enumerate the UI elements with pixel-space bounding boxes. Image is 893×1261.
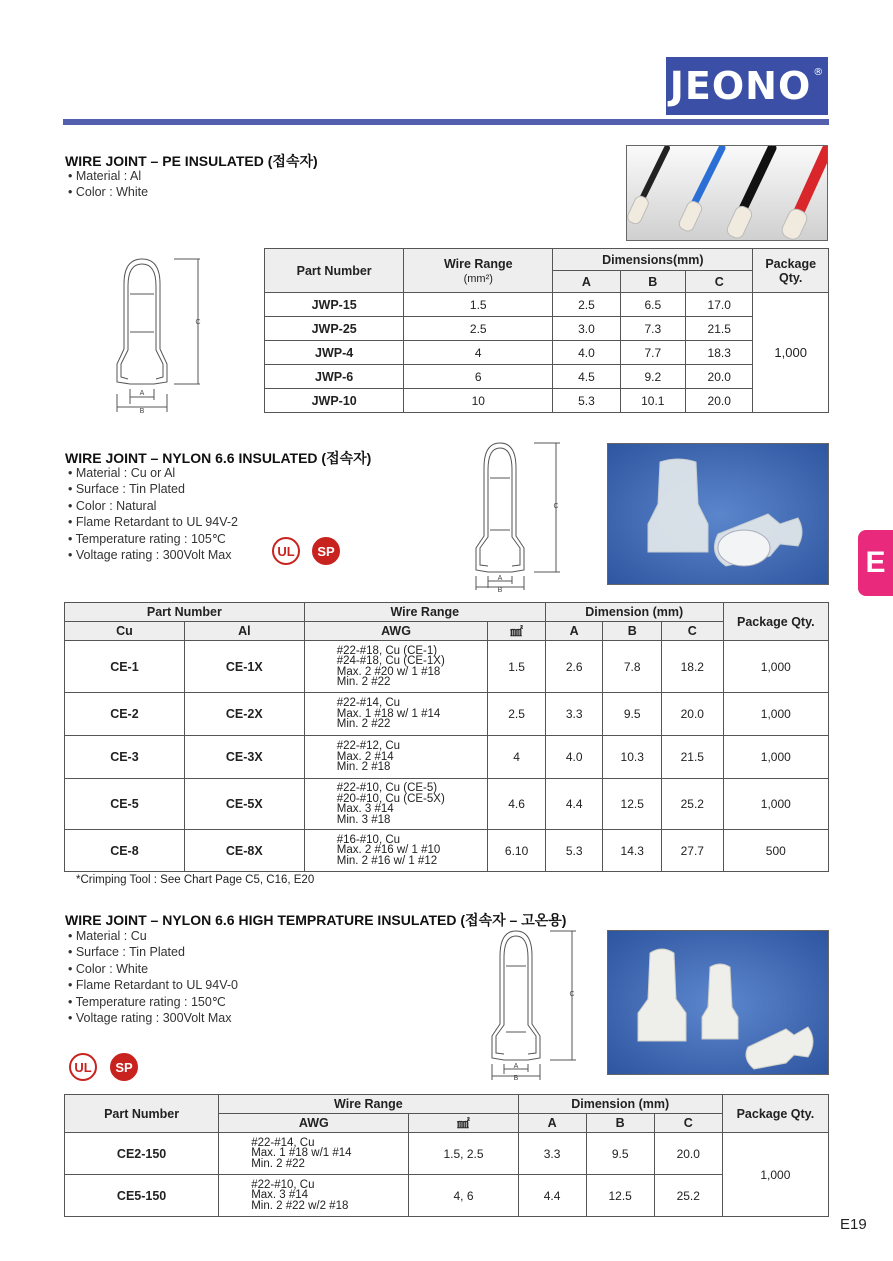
drawing-label-a: A: [497, 575, 503, 582]
cell-package: 1,000: [723, 736, 828, 779]
cell-part: JWP-4: [265, 341, 404, 365]
technical-drawing: [112, 254, 207, 414]
brand-logo: [666, 57, 828, 115]
th-package: Package Qty.: [753, 249, 829, 293]
awg-line: Min. 2 #22: [336, 718, 391, 731]
awg-line: Min. 3 #18: [336, 813, 391, 826]
th-mm2: ㎟: [488, 622, 546, 641]
cell-part: JWP-25: [265, 317, 404, 341]
bullet: • Temperature rating : 150℃: [68, 994, 226, 1009]
th-dimension: Dimension (mm): [545, 603, 723, 622]
cell-a: 4.5: [553, 365, 620, 389]
awg-line: Min. 2 #22 w/2 #18: [251, 1199, 349, 1212]
cell-mm2: 1.5, 2.5: [409, 1133, 518, 1175]
ul-cert-icon: [69, 1053, 97, 1081]
header-rule: [63, 119, 829, 125]
cell-c: 25.2: [654, 1175, 722, 1217]
drawing-label-b: B: [497, 587, 503, 592]
cell-mm2: 4, 6: [409, 1175, 518, 1217]
cell-awg: [304, 736, 488, 779]
awg-line: Max. 2 #16 w/ 1 #10: [336, 844, 441, 857]
drawing-label-b: B: [513, 1075, 519, 1080]
th-b: B: [586, 1114, 654, 1133]
drawing-high-temp-dimensions: [486, 928, 586, 1080]
awg-line: #20-#10, Cu (CE-5X): [336, 792, 445, 805]
awg-line: #22-#12, Cu: [336, 740, 401, 753]
technical-drawing: [486, 928, 586, 1080]
cell-package: 1,000: [723, 693, 828, 736]
cell-package: 1,000: [723, 779, 828, 830]
cell-cu: CE-5: [65, 779, 185, 830]
cell-cu: CE-8: [65, 830, 185, 872]
th-mm2: ㎟: [409, 1114, 518, 1133]
table-high-temp: [64, 1094, 829, 1217]
th-package: Package Qty.: [723, 603, 828, 641]
th-a: A: [553, 271, 620, 293]
nylon-wire-joint-image: [608, 444, 829, 585]
cell-a: 2.5: [553, 293, 620, 317]
table-row: [65, 641, 829, 693]
cell-range: 1.5: [404, 293, 553, 317]
section-2-bullets: [68, 465, 238, 563]
bullet: • Surface : Tin Plated: [68, 482, 185, 497]
bullet: • Material : Cu: [68, 929, 147, 943]
awg-line: #24-#18, Cu (CE-1X): [336, 655, 445, 667]
th-dimensions: Dimensions(mm): [553, 249, 753, 271]
awg-line: Min. 2 #22: [336, 676, 391, 688]
th-awg: AWG: [219, 1114, 409, 1133]
awg-line: Min. 2 #16 w/ 1 #12: [336, 854, 438, 867]
cell-b: 7.7: [620, 341, 685, 365]
awg-line: Min. 2 #18: [336, 761, 391, 774]
cell-range: 2.5: [404, 317, 553, 341]
awg-line: Max. 2 #14: [336, 750, 394, 763]
cell-part: JWP-6: [265, 365, 404, 389]
table-pe: [264, 248, 829, 413]
th-part-number: Part Number: [65, 603, 305, 622]
cell-package: 1,000: [722, 1133, 828, 1217]
awg-line: Max. 1 #18 w/ 1 #14: [336, 707, 441, 720]
ul-cert-text: UL: [74, 1059, 92, 1075]
th-awg: AWG: [304, 622, 488, 641]
bullet: • Flame Retardant to UL 94V-2: [68, 515, 238, 530]
cell-a: 3.3: [545, 693, 603, 736]
cell-part: CE5-150: [65, 1175, 219, 1217]
table-row: [65, 736, 829, 779]
table-row: [265, 293, 829, 317]
drawing-label-c: C: [569, 991, 575, 998]
cell-a: 5.3: [545, 830, 603, 872]
section-3-title: WIRE JOINT – NYLON 6.6 HIGH TEMPRATURE INSULATED (접속자 – 고온용): [65, 912, 567, 928]
th-c: C: [686, 271, 753, 293]
cell-c: 20.0: [662, 693, 724, 736]
bullet: • Color : Natural: [68, 498, 157, 513]
csa-cert-icon: [312, 537, 340, 565]
cell-package: 500: [723, 830, 828, 872]
bullet: • Voltage rating : 300Volt Max: [68, 548, 232, 563]
cell-a: 5.3: [553, 389, 620, 413]
cell-range: 10: [404, 389, 553, 413]
cell-c: 17.0: [686, 293, 753, 317]
th-c: C: [662, 622, 724, 641]
section-2-title: WIRE JOINT – NYLON 6.6 INSULATED (접속자): [65, 450, 372, 466]
drawing-label-b: B: [139, 408, 145, 414]
cell-mm2: 4: [488, 736, 546, 779]
product-photo-pe: [626, 145, 828, 241]
cell-a: 3.3: [518, 1133, 586, 1175]
bullet: • Voltage rating : 300Volt Max: [68, 1011, 232, 1026]
cell-awg: [304, 641, 488, 693]
section-tab-letter: E: [865, 546, 886, 579]
cell-al: CE-5X: [184, 779, 304, 830]
bullet: • Color : White: [68, 185, 149, 200]
cell-part: CE2-150: [65, 1133, 219, 1175]
product-photo-nylon: [607, 443, 829, 585]
drawing-pe-dimensions: [112, 254, 207, 414]
cell-range: 4: [404, 341, 553, 365]
cell-b: 12.5: [603, 779, 662, 830]
bullet: • Surface : Tin Plated: [68, 945, 185, 960]
table-row: [265, 365, 829, 389]
cell-c: 20.0: [686, 365, 753, 389]
cell-a: 4.0: [545, 736, 603, 779]
section-3-bullets: [68, 928, 238, 1026]
table-row: [65, 1133, 829, 1175]
awg-line: Max. 3 #14: [251, 1189, 309, 1202]
ul-cert-icon: [272, 537, 300, 565]
csa-cert-text: SP: [115, 1059, 133, 1075]
table-row: [65, 779, 829, 830]
awg-line: #22-#14, Cu: [336, 697, 401, 710]
th-dimension: Dimension (mm): [518, 1095, 722, 1114]
cell-cu: CE-3: [65, 736, 185, 779]
cell-package: 1,000: [723, 641, 828, 693]
cell-al: CE-2X: [184, 693, 304, 736]
cell-c: 25.2: [662, 779, 724, 830]
drawing-label-c: C: [553, 503, 559, 510]
cell-a: 4.4: [518, 1175, 586, 1217]
th-part-number: Part Number: [265, 249, 404, 293]
bullet: • Flame Retardant to UL 94V-0: [68, 978, 238, 993]
th-wire-unit: (mm²): [463, 272, 493, 285]
table-row: [65, 830, 829, 872]
cell-awg: [219, 1133, 409, 1175]
cell-awg: [304, 693, 488, 736]
cell-b: 9.5: [586, 1133, 654, 1175]
drawing-nylon-dimensions: [468, 440, 568, 592]
cell-c: 18.3: [686, 341, 753, 365]
cell-b: 12.5: [586, 1175, 654, 1217]
awg-line: #22-#18, Cu (CE-1): [336, 644, 438, 657]
awg-line: #22-#10, Cu (CE-5): [336, 782, 438, 794]
technical-drawing: [468, 440, 568, 592]
table-row: [265, 389, 829, 413]
awg-line: #16-#10, Cu: [336, 833, 401, 846]
cell-a: 4.4: [545, 779, 603, 830]
cell-al: CE-3X: [184, 736, 304, 779]
drawing-label-a: A: [139, 390, 145, 397]
cell-b: 6.5: [620, 293, 685, 317]
bullet: • Material : Cu or Al: [68, 466, 176, 480]
th-b: B: [620, 271, 685, 293]
cell-c: 18.2: [662, 641, 724, 693]
pe-wire-joint-image: [627, 146, 828, 241]
cell-range: 6: [404, 365, 553, 389]
cell-a: 2.6: [545, 641, 603, 693]
cell-mm2: 2.5: [488, 693, 546, 736]
cell-al: CE-1X: [184, 641, 304, 693]
high-temp-wire-joint-image: [608, 931, 829, 1075]
cell-c: 20.0: [654, 1133, 722, 1175]
cell-c: 20.0: [686, 389, 753, 413]
drawing-label-c: C: [195, 319, 201, 326]
th-b: B: [603, 622, 662, 641]
cell-cu: CE-2: [65, 693, 185, 736]
csa-cert-icon: [110, 1053, 138, 1081]
section-1-title: WIRE JOINT – PE INSULATED (접속자): [65, 153, 318, 169]
cell-b: 7.3: [620, 317, 685, 341]
cell-mm2: 1.5: [488, 641, 546, 693]
th-wire-range: Wire Range: [219, 1095, 518, 1114]
bullet: • Color : White: [68, 961, 149, 976]
awg-line: #22-#14, Cu: [251, 1136, 315, 1149]
cell-a: 3.0: [553, 317, 620, 341]
crimping-tool-note: *Crimping Tool : See Chart Page C5, C16, E20: [76, 874, 315, 886]
cell-awg: [219, 1175, 409, 1217]
section-1-bullets: [68, 168, 148, 201]
cell-mm2: 6.10: [488, 830, 546, 872]
th-part-number: Part Number: [65, 1095, 219, 1133]
cell-mm2: 4.6: [488, 779, 546, 830]
awg-line: Max. 2 #20 w/ 1 #18: [336, 665, 441, 678]
cell-part: JWP-15: [265, 293, 404, 317]
cell-package: 1,000: [753, 293, 829, 413]
cell-c: 21.5: [686, 317, 753, 341]
th-package: Package Qty.: [722, 1095, 828, 1133]
cell-cu: CE-1: [65, 641, 185, 693]
th-a: A: [545, 622, 603, 641]
th-wire-range: [404, 249, 553, 293]
th-a: A: [518, 1114, 586, 1133]
cell-b: 9.2: [620, 365, 685, 389]
page-number: E19: [840, 1216, 867, 1233]
awg-line: #22-#10, Cu: [251, 1178, 315, 1191]
th-cu: Cu: [65, 622, 185, 641]
cell-b: 10.1: [620, 389, 685, 413]
ul-cert-text: UL: [277, 543, 295, 559]
cell-al: CE-8X: [184, 830, 304, 872]
th-wire-range-label: Wire Range: [443, 256, 513, 271]
table-row: [65, 1175, 829, 1217]
section-tab-e[interactable]: [858, 530, 893, 596]
cell-a: 4.0: [553, 341, 620, 365]
table-row: [265, 317, 829, 341]
th-c: C: [654, 1114, 722, 1133]
cell-c: 21.5: [662, 736, 724, 779]
logo-text: JEONO: [669, 64, 812, 108]
cell-b: 7.8: [603, 641, 662, 693]
cell-b: 10.3: [603, 736, 662, 779]
table-nylon: [64, 602, 829, 872]
cell-b: 14.3: [603, 830, 662, 872]
bullet: • Temperature rating : 105℃: [68, 531, 226, 546]
awg-line: Max. 3 #14: [336, 803, 394, 815]
cell-awg: [304, 830, 488, 872]
cell-part: JWP-10: [265, 389, 404, 413]
bullet: • Material : Al: [68, 169, 142, 183]
awg-line: Max. 1 #18 w/1 #14: [251, 1147, 352, 1160]
cell-c: 27.7: [662, 830, 724, 872]
cell-awg: [304, 779, 488, 830]
drawing-label-a: A: [513, 1063, 519, 1070]
table-row: [265, 341, 829, 365]
csa-cert-text: SP: [317, 543, 335, 559]
table-row: [65, 693, 829, 736]
awg-line: Min. 2 #22: [251, 1157, 305, 1170]
registered-mark: ®: [813, 67, 825, 78]
th-wire-range: Wire Range: [304, 603, 545, 622]
product-photo-high-temp: [607, 930, 829, 1075]
th-al: Al: [184, 622, 304, 641]
cell-b: 9.5: [603, 693, 662, 736]
